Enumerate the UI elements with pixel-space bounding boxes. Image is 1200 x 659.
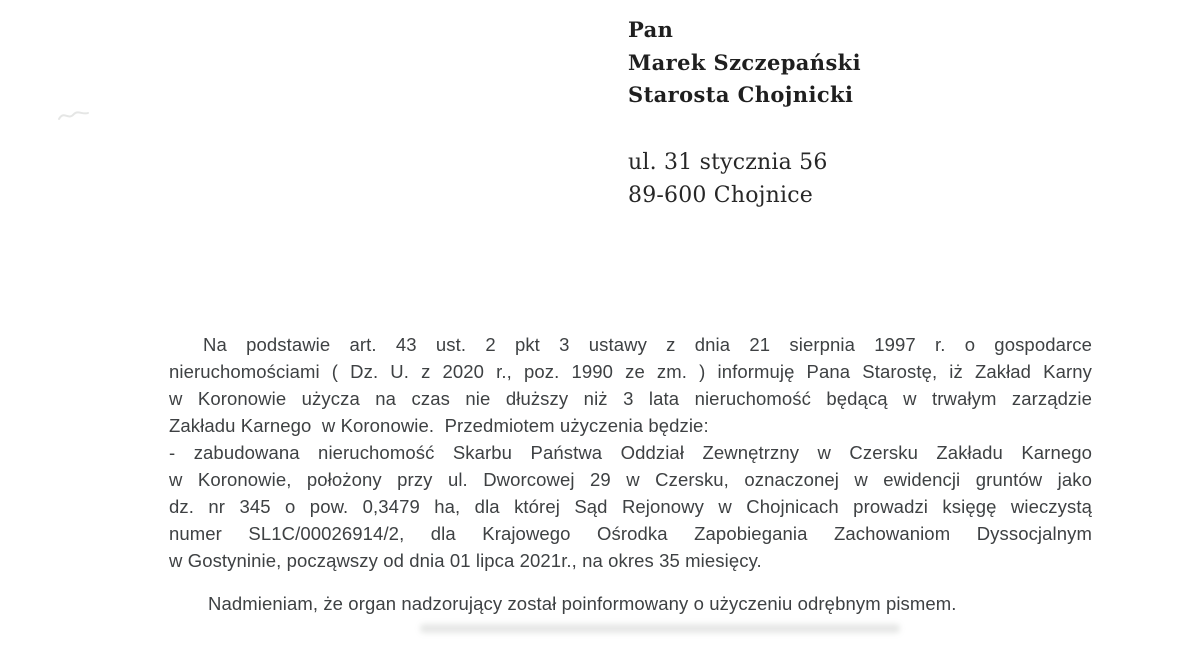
recipient-address-city: 89-600 Chojnice [628, 182, 814, 208]
text-line: Na podstawie art. 43 ust. 2 pkt 3 ustawy z dnia 21 sierpnia 1997 r. o gospodarce [203, 334, 1092, 355]
text-line: Zakładu Karnego w Koronowie. Przedmiotem użyczenia będzie: [169, 415, 709, 436]
recipient-heading [628, 14, 861, 112]
recipient-address-street: ul. 31 stycznia 56 [628, 149, 828, 175]
scan-smudge-mark [55, 102, 95, 128]
recipient-title: Starosta Chojnicki [628, 82, 854, 107]
text-line: w Gostyninie, począwszy od dnia 01 lipca 2021r., na okres 35 miesięcy. [169, 550, 762, 571]
text-line: w Koronowie, położony przy ul. Dworcowej 29 w Czersku, oznaczonej w ewidencji gruntów jako [169, 469, 1092, 490]
paragraph-legal-basis [169, 331, 1092, 439]
recipient-address [628, 146, 861, 212]
text-line: dz. nr 345 o pow. 0,3479 ha, dla której Sąd Rejonowy w Chojnicach prowadzi księgę wieczystą [169, 496, 1092, 517]
scan-bleed-artifact [420, 624, 900, 633]
text-line: - zabudowana nieruchomość Skarbu Państwa Oddział Zewnętrzny w Czersku Zakładu Karnego [169, 442, 1092, 463]
text-line: numer SL1C/00026914/2, dla Krajowego Ośrodka Zapobiegania Zachowaniom Dyssocjalnym [169, 523, 1092, 544]
text-line: Nadmieniam, że organ nadzorujący został poinformowany o użyczeniu odrębnym pismem. [208, 593, 957, 614]
recipient-salutation: Pan [628, 17, 674, 42]
recipient-name: Marek Szczepański [628, 49, 862, 75]
recipient-block [628, 14, 861, 212]
text-line: nieruchomościami ( Dz. U. z 2020 r., poz. 1990 ze zm. ) informuję Pana Starostę, iż Zakład Karny [169, 361, 1092, 382]
paragraph-closing-note [169, 590, 1092, 617]
paragraph-property-description [169, 439, 1092, 574]
letter-body [169, 331, 1092, 617]
text-line: w Koronowie użycza na czas nie dłuższy niż 3 lata nieruchomość będącą w trwałym zarządzie [169, 388, 1092, 409]
